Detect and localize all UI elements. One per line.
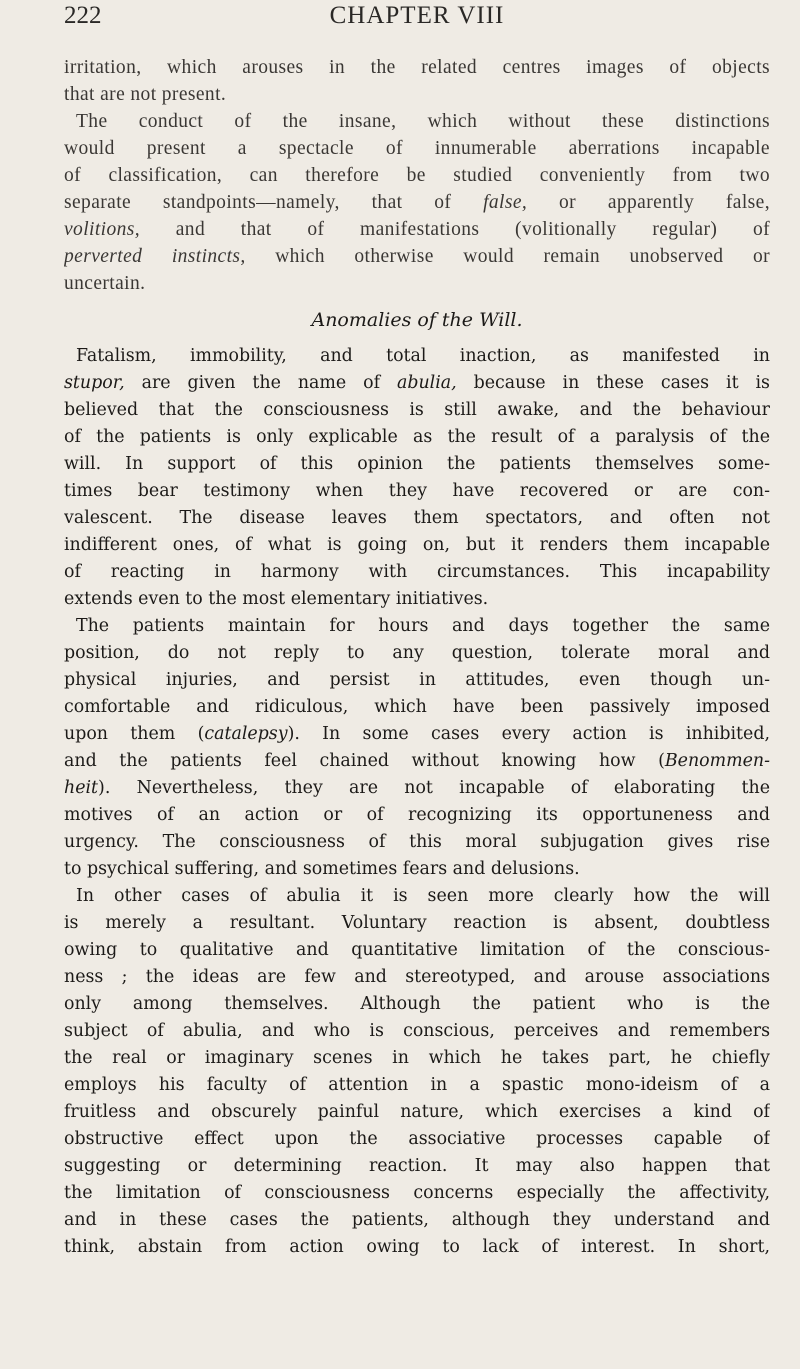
text-line: [64, 991, 770, 1018]
text-segment: ). In some cases every action is inhibited,: [287, 724, 770, 744]
text-segment: would present a spectacle of innumerable aberrations incapable: [64, 138, 770, 159]
text-line: [64, 856, 770, 883]
text-segment: that are not present.: [64, 84, 227, 105]
text-segment: extends even to the most elementary initiatives.: [64, 589, 489, 609]
text-line: [64, 721, 770, 748]
text-segment: because in these cases it is: [456, 373, 770, 393]
running-head: [64, 2, 770, 38]
text-segment: and the patients feel chained without knowing how (: [64, 751, 665, 771]
text-line: [64, 910, 770, 937]
text-segment: position, do not reply to any question, tolerate moral and: [64, 643, 770, 663]
page-number: 222: [64, 2, 102, 29]
text-segment: Fatalism, immobility, and total inaction, as manifested in: [76, 346, 770, 366]
text-segment: irritation, which arouses in the related centres images of objects: [64, 57, 770, 78]
text-line: [64, 937, 770, 964]
text-line: [64, 586, 770, 613]
text-segment: which otherwise would remain unobserved or: [245, 246, 770, 267]
text-line: [64, 694, 770, 721]
text-segment: fruitless and obscurely painful nature, which exercises a kind of: [64, 1102, 770, 1122]
text-line: [64, 1180, 770, 1207]
text-line: [64, 748, 770, 775]
text-segment: suggesting or determining reaction. It may also happen that: [64, 1156, 770, 1176]
text-line: [64, 135, 770, 162]
text-segment: are given the name of: [124, 373, 397, 393]
text-segment: upon them (: [64, 724, 205, 744]
text-line: [64, 478, 770, 505]
text-segment: only among themselves. Although the patient who is the: [64, 994, 770, 1014]
italic-text: false,: [483, 192, 528, 213]
text-segment: separate standpoints—namely, that of: [64, 192, 484, 213]
text-line: [64, 54, 770, 81]
text-segment: is merely a resultant. Voluntary reaction is absent, doubtless: [64, 913, 770, 933]
italic-text: abulia,: [396, 373, 457, 393]
text-segment: comfortable and ridiculous, which have been passively imposed: [64, 697, 770, 717]
text-segment: will. In support of this opinion the patients themselves some-: [64, 454, 770, 474]
text-segment: or apparently false,: [527, 192, 770, 213]
chapter-title: CHAPTER VIII: [329, 2, 505, 29]
text-segment: In other cases of abulia it is seen more clearly how the will: [76, 886, 770, 906]
text-segment: owing to qualitative and quantitative limitation of the conscious-: [64, 940, 770, 960]
text-line: [64, 216, 770, 243]
text-line: [64, 1045, 770, 1072]
text-segment: of the patients is only explicable as the result of a paralysis of the: [64, 427, 770, 447]
text-segment: obstructive effect upon the associative processes capable of: [64, 1129, 770, 1149]
text-segment: subject of abulia, and who is conscious, perceives and remembers: [64, 1021, 770, 1041]
text-segment: think, abstain from action owing to lack of interest. In short,: [64, 1237, 770, 1257]
italic-text: heit: [64, 778, 99, 798]
text-line: [64, 343, 770, 370]
text-segment: of classification, can therefore be studied conveniently from two: [64, 165, 770, 186]
text-segment: the real or imaginary scenes in which he takes part, he chiefly: [64, 1048, 770, 1068]
text-segment: ness ; the ideas are few and stereotyped, and arouse associations: [64, 967, 770, 987]
text-line: [64, 613, 770, 640]
text-line: [64, 162, 770, 189]
text-line: [64, 451, 770, 478]
section-heading: Anomalies of the Will.: [311, 309, 523, 331]
text-line: [64, 1153, 770, 1180]
text-segment: to psychical suffering, and sometimes fears and delusions.: [64, 859, 580, 879]
text-segment: and in these cases the patients, although they understand and: [64, 1210, 770, 1230]
text-line: [64, 1072, 770, 1099]
text-line: [64, 640, 770, 667]
italic-text: volitions,: [64, 219, 141, 240]
text-line: [64, 505, 770, 532]
text-line: [64, 108, 770, 135]
italic-text: catalepsy: [204, 724, 288, 744]
text-line: [64, 883, 770, 910]
text-line: [64, 532, 770, 559]
text-line: [64, 81, 770, 108]
intro-paragraphs: [64, 54, 770, 297]
text-line: [64, 1099, 770, 1126]
text-segment: ). Nevertheless, they are not incapable of elaborating the: [98, 778, 770, 798]
text-line: [64, 1018, 770, 1045]
text-segment: motives of an action or of recognizing its opportuneness and: [64, 805, 770, 825]
text-line: [64, 1234, 770, 1261]
text-segment: The patients maintain for hours and days together the same: [76, 616, 770, 636]
text-segment: physical injuries, and persist in attitudes, even though un-: [64, 670, 770, 690]
text-line: [64, 189, 770, 216]
text-line: [64, 829, 770, 856]
text-line: [64, 424, 770, 451]
italic-text: Benommen-: [664, 751, 770, 771]
text-segment: uncertain.: [64, 273, 146, 294]
text-line: [64, 243, 770, 270]
text-segment: The conduct of the insane, which without these distinctions: [76, 111, 770, 132]
text-segment: employs his faculty of attention in a spastic mono-ideism of a: [64, 1075, 770, 1095]
text-segment: valescent. The disease leaves them spectators, and often not: [64, 508, 770, 528]
text-segment: believed that the consciousness is still awake, and the behaviour: [64, 400, 770, 420]
text-segment: times bear testimony when they have recovered or are con-: [64, 481, 770, 501]
text-segment: the limitation of consciousness concerns especially the affectivity,: [64, 1183, 770, 1203]
text-line: [64, 667, 770, 694]
text-line: [64, 397, 770, 424]
text-line: [64, 775, 770, 802]
main-paragraphs: [64, 343, 770, 1261]
text-segment: urgency. The consciousness of this moral subjugation gives rise: [64, 832, 770, 852]
body-text: [64, 54, 770, 1261]
text-line: [64, 370, 770, 397]
text-line: [64, 802, 770, 829]
text-segment: and that of manifestations (volitionally regular) of: [140, 219, 770, 240]
text-line: [64, 964, 770, 991]
text-line: [64, 270, 770, 297]
text-line: [64, 559, 770, 586]
italic-text: stupor,: [64, 373, 125, 393]
text-segment: of reacting in harmony with circumstances. This incapability: [64, 562, 770, 582]
text-line: [64, 1126, 770, 1153]
italic-text: perverted instincts,: [64, 246, 246, 267]
text-line: [64, 1207, 770, 1234]
text-segment: indifferent ones, of what is going on, but it renders them incapable: [64, 535, 770, 555]
